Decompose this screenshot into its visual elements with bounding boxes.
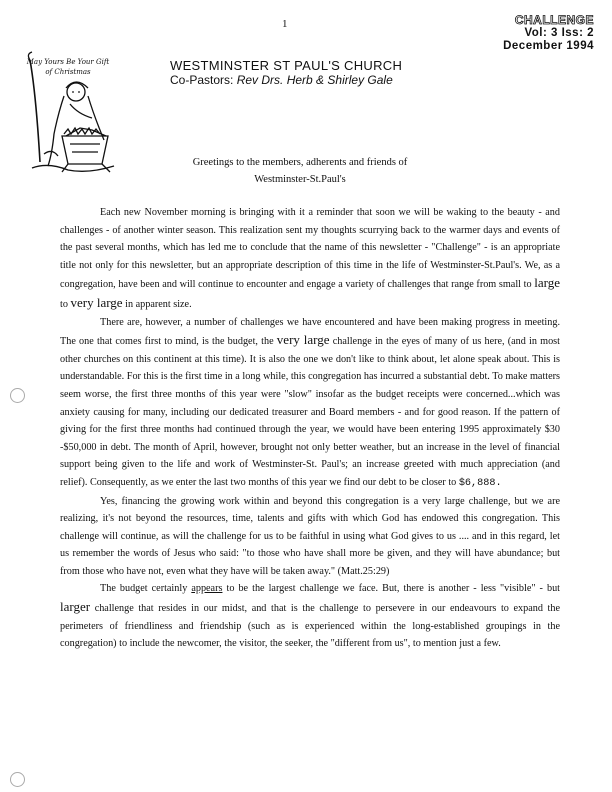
newsletter-name: CHALLENGE — [514, 13, 594, 27]
pastors-line — [170, 73, 393, 87]
logo-caption-line1: May Yours Be Your Gift — [26, 58, 110, 66]
greeting — [120, 154, 480, 188]
church-name: WESTMINSTER ST PAUL'S CHURCH — [170, 58, 403, 73]
church-logo — [18, 44, 118, 174]
greeting-line2: Westminster-St.Paul's — [254, 174, 346, 185]
masthead-right — [503, 14, 594, 53]
page-number: 1 — [282, 18, 288, 30]
letter-body — [60, 204, 560, 653]
paragraph-1: Each new November morning is bringing with it a reminder that soon we will be waking to the beauty - and challenges - of another winter season. This realization sent my thoughts scurrying back to the warmer days and events of the past several months, which has led me to conclude that the name of this newsletter - "Challenge" - is an appropriate title not only for this newsletter, but an appropriate description of this time in the life of Westminster-St.Paul's. We, as a congregation, have been and will continue to encounter and engage a variety of challenges that range from small to large to very large in apparent size. — [60, 207, 560, 310]
punch-hole-bottom — [10, 772, 25, 787]
paragraph-2: There are, however, a number of challenges we have encountered and have been making progress in meeting. The one that comes first to mind, is the budget, the very large challenge in the eyes of many of us here, (and in most other churches on this continent at this time). It is also the one we don't like to think about, let alone speak about. This is understandable. For this is the first time in a long while, this congregation has incurred a substantial debt. To make matters seem worse, the first three months of this year were "slow" insofar as the budget receipts were concerned...which was anxiety causing for many, including our dedicated treasurer and Board members - and for good reason. If the pattern of giving for the first three months had continued through the year, we would have been entering 1995 approximately $30 -$50,000 in debt. The month of April, however, brought not only better weather, but an increase in the level of financial support being given to the life and work of Westminster-St. Paul's; an increase greeted with much appreciation (and relief). Consequently, as we enter the last two months of this year we find our debt to be closer to $6,888. — [60, 316, 560, 489]
paragraph-3: Yes, financing the growing work within and beyond this congregation is a very large challenge, but we are realizing, it's not beyond the resources, time, talents and gifts with which God has endowed this congregation. This challenge will continue, as will the challenge for us to be faithful in using what God gives to us .... and in this regard, let us remember the words of Jesus who said: "to those who have shall more be given, and they will have abundance; but from those who have not, even what they have will be taken away." (Matt.25:29) — [60, 495, 560, 577]
pastors-names: Rev Drs. Herb & Shirley Gale — [236, 73, 393, 87]
paragraph-4: The budget certainly appears to be the largest challenge we face. But, there is another - less "visible" - but larger challenge that resides in our midst, and that is the challenge to persevere in our endeavours to expand the perimeters of friendliness and friendship (such as is experienced within the long-established groupings in the congregation) to include the newcomer, the visitor, the seeker, the "different from us", to mention just a few. — [60, 583, 561, 650]
volume-issue: Vol: 3 Iss: 2 — [524, 27, 594, 39]
pastors-label: Co-Pastors: — [170, 73, 234, 87]
logo-caption-line2: of Christmas — [45, 68, 91, 76]
issue-date: December 1994 — [503, 40, 594, 52]
punch-hole-top — [10, 388, 25, 403]
greeting-line1: Greetings to the members, adherents and friends of — [192, 157, 408, 168]
